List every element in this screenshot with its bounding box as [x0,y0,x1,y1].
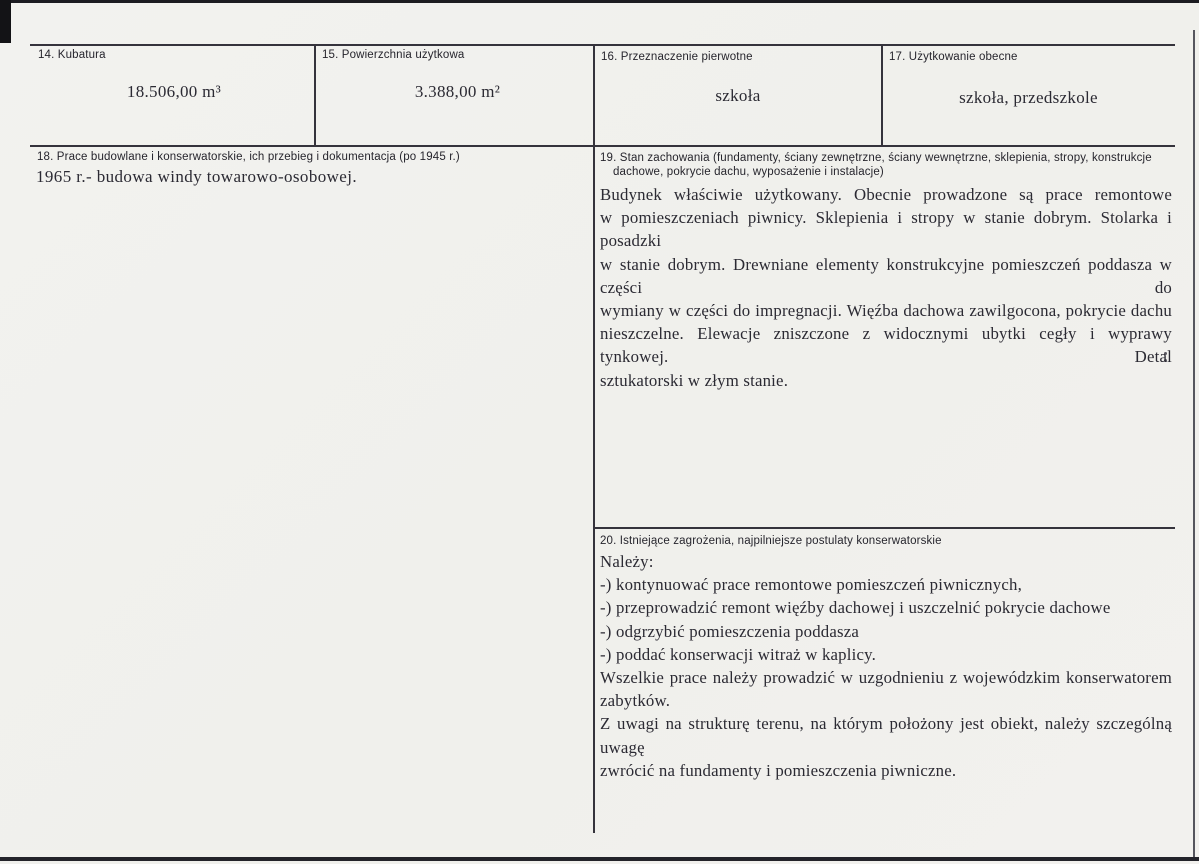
field-18-label: 18. Prace budowlane i konserwatorskie, ich przebieg i dokumentacja (po 1945 r.) [37,151,460,163]
field-20-text-line: Wszelkie prace należy prowadzić w uzgodnieniu z wojewódzkim konserwatorem [600,668,1172,688]
field-15-value: 3.388,00 m² [414,82,501,101]
divider-19-20 [595,527,1175,529]
field-14-label: 14. Kubatura [38,49,106,61]
main-column-divider [593,145,595,833]
field-19-text [600,183,1172,392]
field-15-label: 15. Powierzchnia użytkowa [322,49,465,61]
field-19-text-line: w pomieszczeniach piwnicy. Sklepienia i stropy w stanie dobrym. Stolarka i posadzki [600,208,1172,251]
field-17-label: 17. Użytkowanie obecne [889,51,1018,63]
scan-left-edge-block [0,0,11,43]
divider-14-15 [314,44,316,145]
field-14-value: 18.506,00 m³ [126,82,222,101]
field-19-text-line: nieszczelne. Elewacje zniszczone z widocznymi ubytki cegły i wyprawy tynkowej. Detal [600,324,1172,367]
field-16-value: szkoła [715,86,761,105]
field-20-text-line: Z uwagi na strukturę terenu, na którym położony jest obiekt, należy szczególną uwagę [600,714,1172,757]
row1-bottom-border [30,145,1175,147]
field-20-text-line: -) przeprowadzić remont więźby dachowej i uszczelnić pokrycie dachowe [600,598,1111,618]
scan-page-edge-line [1193,30,1195,857]
scan-top-edge [0,0,1199,3]
field-19-text-line: w stanie dobrym. Drewniane elementy konstrukcyjne pomieszczeń poddasza w części do [600,254,1172,297]
field-16-label: 16. Przeznaczenie pierwotne [601,51,753,63]
scan-bottom-edge [0,857,1199,861]
field-19-text-line: wymiany w części do impregnacji. Więźba dachowa zawilgocona, pokrycie dachu [600,301,1172,321]
field-20-text-line: -) odgrzybić pomieszczenia poddasza [600,621,860,641]
field-20-text-line: -) poddać konserwacji witraż w kaplicy. [600,644,877,664]
field-18-value: 1965 r.- budowa windy towarowo-osobowej. [36,167,358,186]
field-20-text-line: -) kontynuować prace remontowe pomieszczeń piwnicznych, [600,575,1022,595]
field-19-label [600,151,1162,179]
field-20-text [600,550,1172,782]
field-20-text-line: zabytków. [600,691,671,711]
table-top-border [30,44,1175,46]
field-20-text-line: zwrócić na fundamenty i pomieszczenia piwniczne. [600,760,957,780]
field-19-label-line2: dachowe, pokrycie dachu, wyposażenie i instalacje) [613,166,884,178]
field-19-text-line: Budynek właściwie użytkowany. Obecnie prowadzone są prace remontowe [600,185,1172,204]
field-20-text-line: Należy: [600,552,654,571]
field-20-label: 20. Istniejące zagrożenia, najpilniejsze postulaty konserwatorskie [600,535,942,547]
field-19-text-line: sztukatorski w złym stanie. [600,370,789,390]
field-19-label-line1: 19. Stan zachowania (fundamenty, ściany zewnętrzne, ściany wewnętrzne, sklepienia, stropy, konstrukcje [600,152,1152,164]
field-17-value: szkoła, przedszkole [959,88,1098,107]
